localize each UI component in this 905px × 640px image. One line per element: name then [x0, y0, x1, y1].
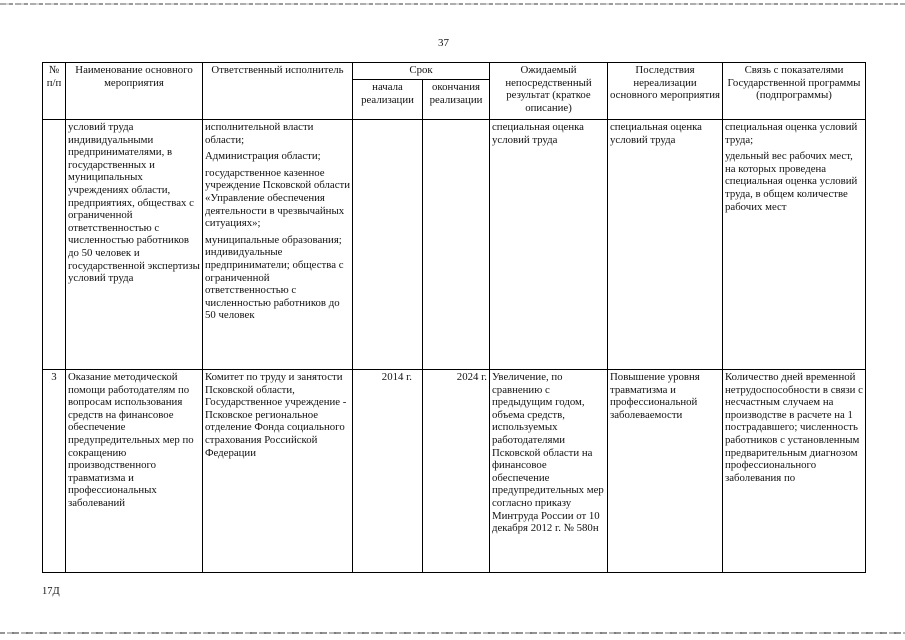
- cell-num: 3: [43, 370, 66, 573]
- header-num: № п/п: [43, 63, 66, 120]
- header-executor: Ответственный исполнитель: [203, 63, 353, 120]
- cell-executor: [203, 120, 353, 370]
- cell-link: [723, 120, 866, 370]
- table-header-row: [43, 63, 866, 80]
- executor-line: государственное казенное учреждение Псковской области «Управление обеспечения деятельности в чрезвычайных ситуациях»;: [205, 166, 350, 230]
- header-term-end: окончания реализации: [423, 80, 490, 120]
- cell-end: [423, 120, 490, 370]
- header-name: Наименование основного мероприятия: [66, 63, 203, 120]
- cell-consequences: специальная оценка условий труда: [608, 120, 723, 370]
- scan-artifact-top: [0, 3, 905, 5]
- executor-line: исполнительной власти области;: [205, 121, 314, 146]
- page-number: 37: [438, 37, 449, 49]
- header-term: Срок: [353, 63, 490, 80]
- link-line: специальная оценка условий труда;: [725, 121, 858, 146]
- table-row: [43, 370, 866, 573]
- cell-result: специальная оценка условий труда: [490, 120, 608, 370]
- measures-table: [42, 62, 866, 573]
- cell-end: 2024 г.: [423, 370, 490, 573]
- cell-start: [353, 120, 423, 370]
- cell-executor: [203, 370, 353, 573]
- scan-artifact-bottom: [0, 632, 905, 634]
- cell-name: Оказание методической помощи работодателям по вопросам использования средств на финансовое обеспечение предупредительных мер по сокращению производственного травматизма и профессиональных заболеваний: [66, 370, 203, 573]
- header-result: Ожидаемый непосредственный результат (краткое описание): [490, 63, 608, 120]
- cell-num: [43, 120, 66, 370]
- cell-consequences: Повышение уровня травматизма и профессиональной заболеваемости: [608, 370, 723, 573]
- executor-line: Администрация области;: [205, 150, 321, 163]
- link-line: удельный вес рабочих мест, на которых проведена специальная оценка условий труда, в общем количестве рабочих мест: [725, 150, 858, 213]
- cell-name: условий труда индивидуальными предпринимателями, в государственных и муниципальных учреждениях области, предприятиях, обществах с ограниченной ответственностью с численностью работников до 50 человек и государственной экспертизы условий труда: [66, 120, 203, 370]
- header-link: Связь с показателями Государственной программы (подпрограммы): [723, 63, 866, 120]
- header-consequences: Последствия нереализации основного мероприятия: [608, 63, 723, 120]
- executor-line: муниципальные образования; индивидуальные предприниматели; общества с ограниченной ответственностью с численностью работников до 50 человек: [205, 233, 344, 322]
- footer-code: 17Д: [42, 586, 60, 597]
- cell-link: [723, 370, 866, 573]
- cell-start: 2014 г.: [353, 370, 423, 573]
- table-row: [43, 120, 866, 370]
- header-term-start: начала реализации: [353, 80, 423, 120]
- executor-line: Комитет по труду и занятости Псковской области, Государственное учреждение - Псковское региональное отделение Фонда социального страхования Российской Федерации: [205, 371, 347, 459]
- cell-result: Увеличение, по сравнению с предыдущим годом, объема средств, используемых работодателями Псковской области на финансовое обеспечение предупредительных мер согласно приказу Минтруда России от 10 декабря 2012 г. № 580н: [490, 370, 608, 573]
- link-line: Количество дней временной нетрудоспособности в связи с несчастным случаем на производстве в расчете на 1 пострадавшего; численность работников с установленным предварительным диагнозом профессионального заболевания по: [725, 371, 863, 484]
